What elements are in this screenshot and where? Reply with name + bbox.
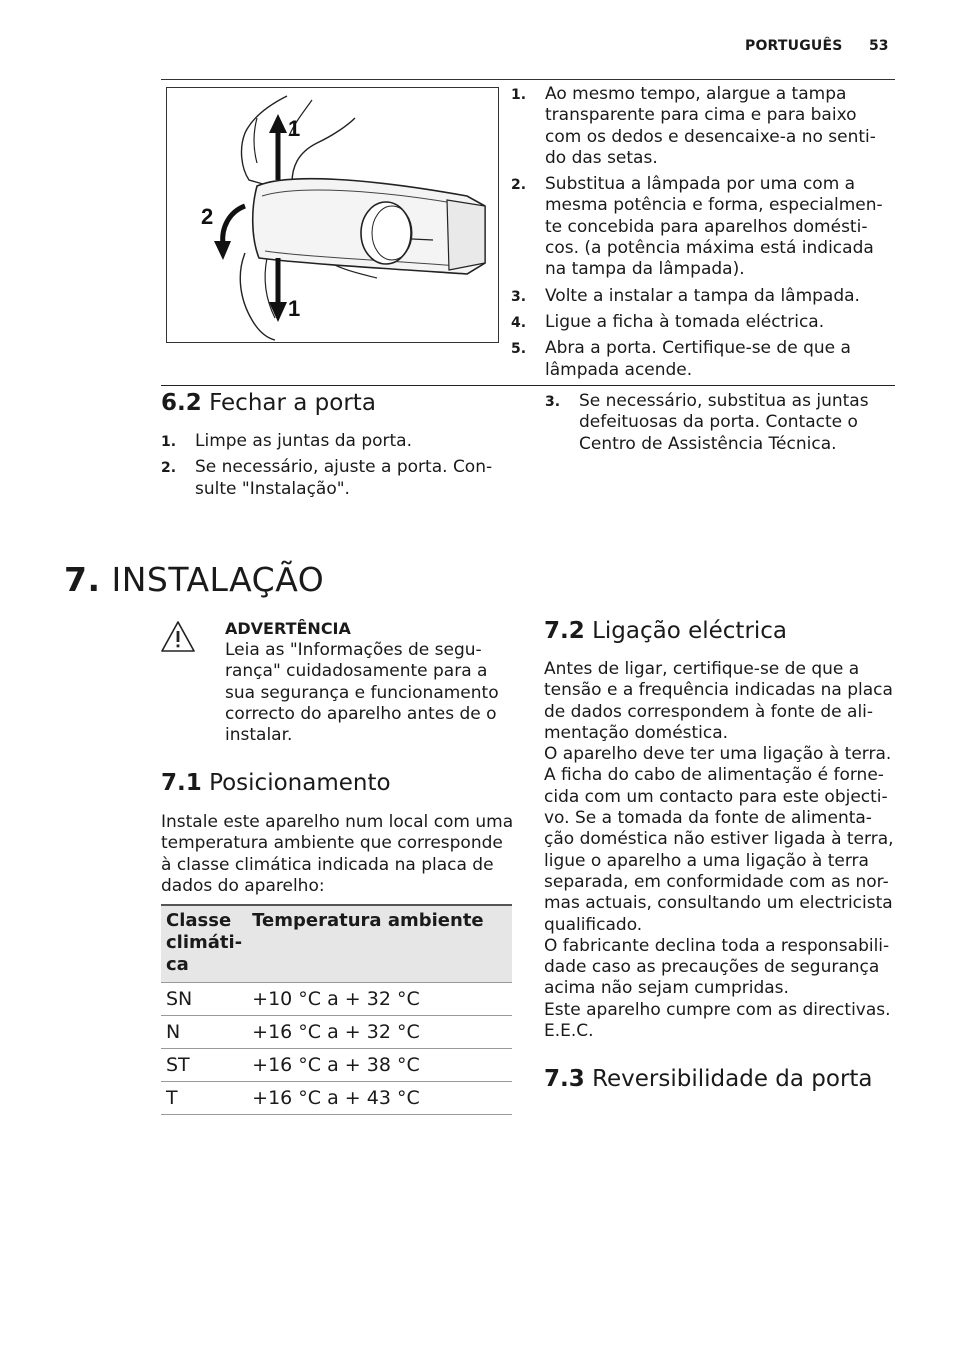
section-heading-7-3: 7.3 Reversibilidade da porta bbox=[544, 1066, 873, 1092]
section-rule bbox=[161, 385, 895, 386]
lamp-cover-figure bbox=[166, 87, 499, 343]
table-row bbox=[161, 1049, 512, 1082]
list-item: 1. Limpe as juntas da porta. bbox=[161, 431, 412, 451]
lamp-steps-list bbox=[511, 84, 891, 386]
close-door-steps-list bbox=[161, 431, 501, 505]
list-item: 4. Ligue a ficha à tomada eléctrica. bbox=[511, 311, 825, 332]
electrical-connection-text bbox=[544, 659, 896, 1042]
list-item: 2. Substitua a lâmpada por uma com a mesma potência e forma, especialmen-te concebida para aparelhos domésti-cos. (a potência máxima está indicada na tampa da lâmpada). bbox=[511, 174, 883, 280]
table-cell: +16 °C a + 38 °C bbox=[247, 1049, 512, 1082]
list-item: 3. Se necessário, substitua as juntas defeituosas da porta. Contacte o Centro de Assistência Técnica. bbox=[545, 391, 869, 454]
upper-hand-outline bbox=[242, 96, 355, 188]
figure-label-down: 1 bbox=[288, 296, 301, 321]
lower-hand-outline bbox=[240, 253, 275, 340]
table-cell: +16 °C a + 43 °C bbox=[247, 1082, 512, 1115]
table-row bbox=[161, 983, 512, 1016]
page-number: 53 bbox=[869, 38, 889, 54]
rotate-arrow-icon bbox=[223, 206, 245, 244]
paragraph: O aparelho deve ter uma ligação à terra. A ficha do cabo de alimentação é forne-cida com um contacto para este objecti-vo. Se a tomada da fonte de alimenta-ção doméstica não estiver ligada à terra, ligue o aparelho a uma ligação à terra separada, em conformidade com as nor-mas actuais, consultando um electricista qualificado. bbox=[544, 744, 894, 935]
paragraph: O fabricante declina toda a responsabili-dade caso as precauções de segurança acima não sejam cumpridas. bbox=[544, 935, 890, 999]
climate-class-table bbox=[161, 904, 512, 1115]
figure-label-rotate: 2 bbox=[201, 204, 214, 229]
section-heading-7-2: 7.2 Ligação eléctrica bbox=[544, 618, 788, 644]
top-rule bbox=[161, 79, 895, 80]
list-item: 5. Abra a porta. Certifique-se de que a lâmpada acende. bbox=[511, 338, 851, 380]
table-cell: +16 °C a + 32 °C bbox=[247, 1016, 512, 1049]
header-language: PORTUGUÊS bbox=[745, 38, 843, 54]
section-heading-6-2: 6.2 Fechar a porta bbox=[161, 390, 376, 416]
list-item: 2. Se necessário, ajuste a porta. Con-sulte "Instalação". bbox=[161, 457, 493, 499]
list-item: 1. Ao mesmo tempo, alargue a tampa transparente para cima e para baixo com os dedos e desencaixe-a no senti-do das setas. bbox=[511, 84, 876, 168]
list-item: 3. Volte a instalar a tampa da lâmpada. bbox=[511, 285, 860, 306]
paragraph: Este aparelho cumpre com as directivas. E.E.C. bbox=[544, 999, 891, 1042]
table-cell: ST bbox=[161, 1049, 247, 1082]
warning-icon bbox=[159, 619, 197, 655]
close-door-steps-list-cont bbox=[545, 391, 895, 460]
figure-label-up: 1 bbox=[288, 116, 301, 141]
table-cell: N bbox=[161, 1016, 247, 1049]
positioning-intro: Instale este aparelho num local com uma temperatura ambiente que corresponde à classe climática indicada na placa de dados do aparelho: bbox=[161, 812, 514, 896]
chapter-heading: 7. INSTALAÇÃO bbox=[64, 560, 325, 599]
table-header-temperature: Temperatura ambiente bbox=[247, 905, 512, 983]
table-row bbox=[161, 1082, 512, 1115]
table-header-row bbox=[161, 905, 512, 983]
table-cell: SN bbox=[161, 983, 247, 1016]
table-cell: T bbox=[161, 1082, 247, 1115]
table-row bbox=[161, 1016, 512, 1049]
warning-title: ADVERTÊNCIA bbox=[225, 619, 351, 638]
paragraph: Antes de ligar, certifique-se de que a tensão e a frequência indicadas na placa de dados correspondem à fonte de ali-mentação doméstica. bbox=[544, 659, 893, 743]
section-heading-7-1: 7.1 Posicionamento bbox=[161, 770, 391, 796]
table-header-class: Classe climáti-ca bbox=[161, 905, 247, 983]
table-cell: +10 °C a + 32 °C bbox=[247, 983, 512, 1016]
warning-text: Leia as "Informações de segu-rança" cuidadosamente para a sua segurança e funcionamento correcto do aparelho antes de o instalar. bbox=[225, 640, 499, 746]
